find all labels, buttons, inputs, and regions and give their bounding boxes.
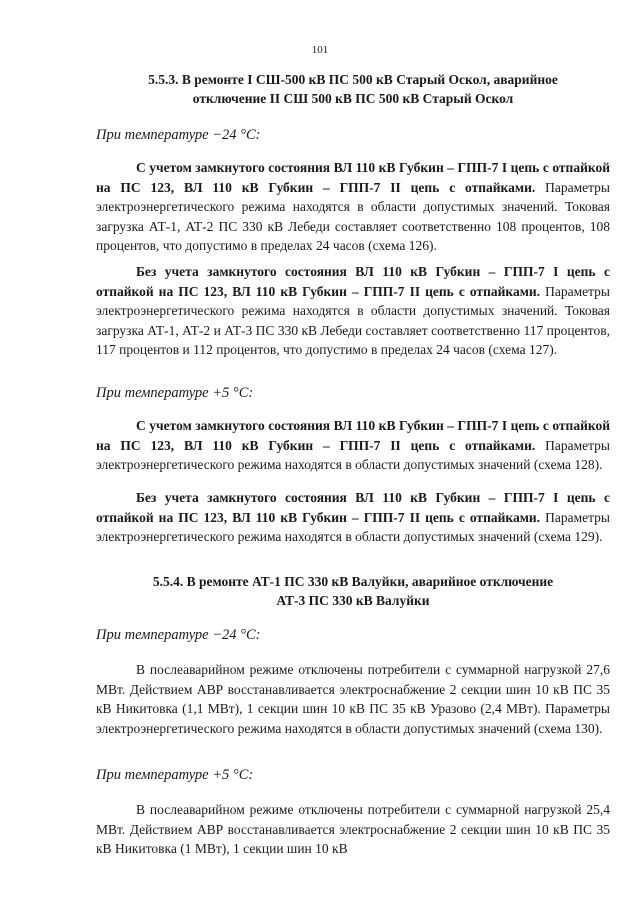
paragraph-without-closed-state-plus5 bbox=[96, 488, 610, 547]
paragraph-bold-lead: С учетом замкнутого состояния ВЛ 110 кВ Губкин – ГПП-7 I цепь с отпайкой на ПС 123, ВЛ 110 кВ Губкин – ГПП-7 II цепь с отпайками. bbox=[96, 160, 610, 195]
section-5-5-3-heading bbox=[96, 70, 610, 108]
section-5-5-4-heading bbox=[96, 572, 610, 610]
paragraph-text: Параметры электроэнергетического режима находятся в области допустимых значений. Токовая загрузка АТ-1, АТ-2 ПС 330 кВ Лебеди составляет соответственно 108 процентов, 108 процентов, что допустимо в пределах 24 часов (схема 126). bbox=[96, 179, 610, 254]
paragraph-postemergency-minus24: В послеаварийном режиме отключены потребители с суммарной нагрузкой 27,6 МВт. Действием АВР восстанавливается электроснабжение 2 секции шин 10 кВ ПС 35 кВ Никитовка (1,1 МВт), 1 секции шин 10 кВ ПС 35 кВ Уразово (2,4 МВт). Параметры электроэнергетического режима находятся в области допустимых значений (схема 130). bbox=[96, 662, 610, 736]
temperature-heading-plus5: При температуре +5 °С: bbox=[96, 767, 254, 783]
heading-line-1: 5.5.4. В ремонте АТ-1 ПС 330 кВ Валуйки, аварийное отключение bbox=[152, 574, 554, 589]
temperature-heading-minus24: При температуре −24 °С: bbox=[96, 127, 261, 143]
paragraph-with-closed-state bbox=[96, 158, 610, 256]
page-number: 101 bbox=[311, 44, 329, 56]
paragraph-with-closed-state-plus5 bbox=[96, 416, 610, 475]
paragraph-without-closed-state bbox=[96, 262, 610, 360]
paragraph-text: Параметры электроэнергетического режима находятся в области допустимых значений. Токовая загрузка АТ-1, АТ-2 и АТ-3 ПС 330 кВ Лебеди составляет соответственно 117 процентов, 117 процентов и 112 процентов, что допустимо в пределах 24 часов (схема 127). bbox=[96, 283, 610, 358]
paragraph-postemergency-plus5: В послеаварийном режиме отключены потребители с суммарной нагрузкой 25,4 МВт. Действием АВР восстанавливается электроснабжение 2 секции шин 10 кВ ПС 35 кВ Никитовка (1 МВт), 1 секции шин 10 кВ bbox=[96, 802, 610, 857]
paragraph-text: Параметры электроэнергетического режима находятся в области допустимых значений (схема 129). bbox=[96, 509, 610, 545]
temperature-heading-minus24: При температуре −24 °С: bbox=[96, 627, 261, 643]
heading-line-2: АТ-3 ПС 330 кВ Валуйки bbox=[276, 593, 430, 608]
heading-line-1: 5.5.3. В ремонте I СШ-500 кВ ПС 500 кВ Старый Оскол, аварийное bbox=[148, 72, 558, 87]
paragraph-bold-lead: Без учета замкнутого состояния ВЛ 110 кВ Губкин – ГПП-7 I цепь с отпайкой на ПС 123, ВЛ 110 кВ Губкин – ГПП-7 II цепь с отпайками. bbox=[96, 264, 610, 299]
paragraph-text: Параметры электроэнергетического режима находятся в области допустимых значений (схема 128). bbox=[96, 437, 610, 473]
paragraph-bold-lead: С учетом замкнутого состояния ВЛ 110 кВ Губкин – ГПП-7 I цепь с отпайкой на ПС 123, ВЛ 110 кВ Губкин – ГПП-7 II цепь с отпайками. bbox=[96, 418, 610, 453]
temperature-heading-plus5: При температуре +5 °С: bbox=[96, 385, 254, 401]
paragraph-bold-lead: Без учета замкнутого состояния ВЛ 110 кВ Губкин – ГПП-7 I цепь с отпайкой на ПС 123, ВЛ 110 кВ Губкин – ГПП-7 II цепь с отпайками. bbox=[96, 490, 610, 525]
heading-line-2: отключение II СШ 500 кВ ПС 500 кВ Старый Оскол bbox=[192, 91, 514, 106]
